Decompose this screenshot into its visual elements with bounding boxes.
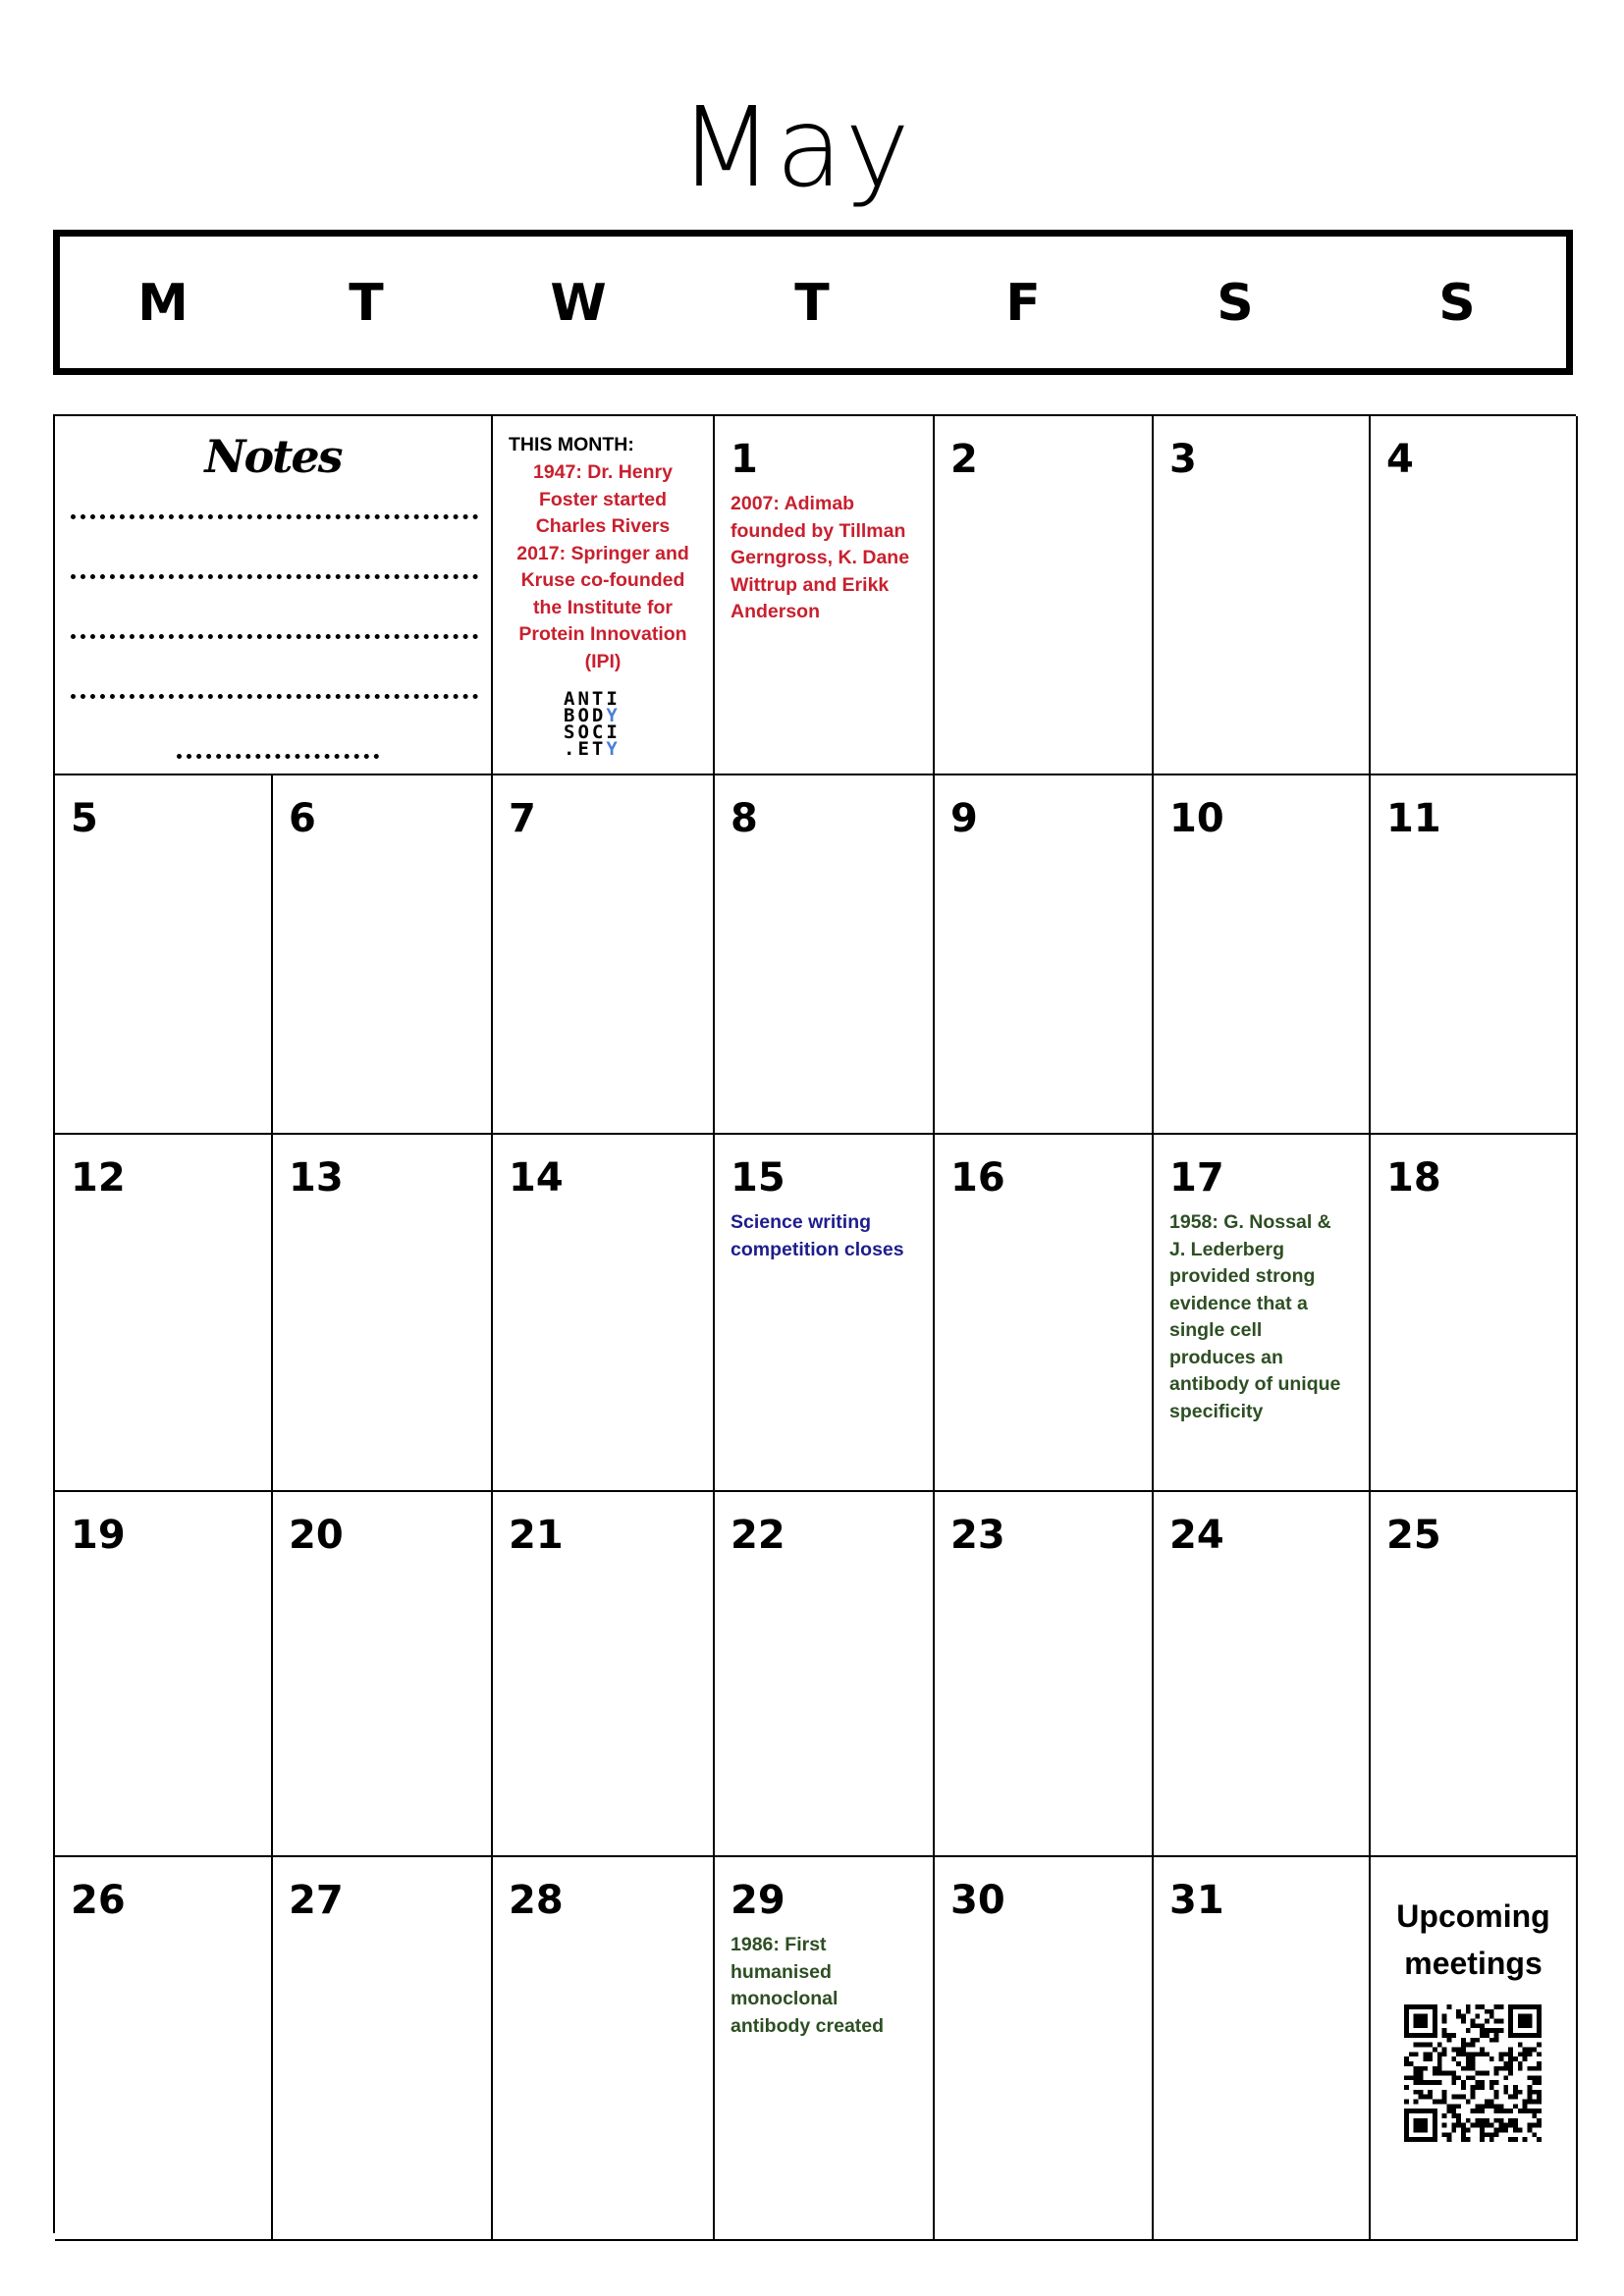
- this-month-line: 2017: Springer and: [516, 542, 689, 564]
- day-cell-7[interactable]: [493, 775, 715, 1135]
- this-month-line: Charles Rivers: [535, 515, 671, 537]
- day-cell-3[interactable]: [1154, 416, 1371, 775]
- day-number: 17: [1169, 1155, 1224, 1201]
- day-event: 1986: First humanised monoclonal antibody created: [731, 1934, 885, 2037]
- day-number: 29: [731, 1878, 785, 1923]
- day-cell-12[interactable]: [55, 1135, 273, 1492]
- day-number: 12: [71, 1155, 126, 1201]
- notes-line: [71, 634, 478, 639]
- day-cell-10[interactable]: [1154, 775, 1371, 1135]
- day-cell-6[interactable]: [273, 775, 493, 1135]
- day-cell-14[interactable]: [493, 1135, 715, 1492]
- notes-line: [177, 754, 379, 759]
- day-number: 31: [1169, 1878, 1224, 1923]
- day-number: 5: [71, 796, 98, 841]
- this-month-line: 1947: Dr. Henry: [533, 461, 673, 483]
- weekday-header: [53, 230, 1573, 375]
- day-number: 4: [1386, 437, 1414, 482]
- day-cell-17[interactable]: [1154, 1135, 1371, 1492]
- notes-line: [71, 694, 478, 699]
- day-number: 19: [71, 1513, 126, 1558]
- day-number: 22: [731, 1513, 785, 1558]
- day-number: 23: [950, 1513, 1005, 1558]
- day-cell-23[interactable]: [935, 1492, 1154, 1857]
- day-cell-31[interactable]: [1154, 1857, 1371, 2241]
- day-cell-8[interactable]: [715, 775, 935, 1135]
- upcoming-meetings-cell: [1371, 1857, 1578, 2241]
- day-event: Science writing competition closes: [731, 1211, 904, 1260]
- day-cell-29[interactable]: [715, 1857, 935, 2241]
- day-cell-22[interactable]: [715, 1492, 935, 1857]
- day-event: 1958: G. Nossal & J. Lederberg provided strong evidence that a single cell produces an antibody of unique specificity: [1169, 1211, 1341, 1422]
- day-cell-13[interactable]: [273, 1135, 493, 1492]
- day-number: 21: [509, 1513, 564, 1558]
- weekday-monday: M: [137, 274, 189, 333]
- weekday-sunday: S: [1438, 274, 1476, 333]
- day-cell-26[interactable]: [55, 1857, 273, 2241]
- day-number: 10: [1169, 796, 1224, 841]
- antibody-society-logo: ANTI BODY SOCI .ETY: [564, 688, 621, 760]
- this-month-cell: [493, 416, 715, 775]
- day-cell-15[interactable]: [715, 1135, 935, 1492]
- day-cell-28[interactable]: [493, 1857, 715, 2241]
- this-month-heading: THIS MONTH:: [509, 434, 634, 455]
- day-cell-1[interactable]: [715, 416, 935, 775]
- day-cell-4[interactable]: [1371, 416, 1578, 775]
- weekday-wednesday: W: [550, 274, 607, 333]
- day-number: 14: [509, 1155, 564, 1201]
- day-cell-21[interactable]: [493, 1492, 715, 1857]
- notes-line: [71, 574, 478, 579]
- qr-code-icon[interactable]: [1404, 2004, 1542, 2142]
- day-number: 24: [1169, 1513, 1224, 1558]
- month-title: May: [678, 84, 912, 212]
- day-number: 26: [71, 1878, 126, 1923]
- day-number: 30: [950, 1878, 1005, 1923]
- weekday-friday: F: [1005, 274, 1041, 333]
- day-number: 2: [950, 437, 978, 482]
- day-event: 2007: Adimab founded by Tillman Gerngross, K. Dane Wittrup and Erikk Anderson: [731, 493, 910, 622]
- day-number: 18: [1386, 1155, 1441, 1201]
- this-month-line: the Institute for: [533, 596, 673, 618]
- day-cell-18[interactable]: [1371, 1135, 1578, 1492]
- notes-cell[interactable]: [55, 416, 493, 775]
- day-cell-20[interactable]: [273, 1492, 493, 1857]
- day-number: 25: [1386, 1513, 1441, 1558]
- this-month-line: Foster started: [538, 488, 668, 510]
- day-cell-27[interactable]: [273, 1857, 493, 2241]
- day-number: 20: [289, 1513, 344, 1558]
- notes-line: [71, 514, 478, 519]
- this-month-events: [499, 459, 707, 675]
- day-cell-11[interactable]: [1371, 775, 1578, 1135]
- day-cell-30[interactable]: [935, 1857, 1154, 2241]
- upcoming-meetings-label: Upcoming meetings: [1396, 1898, 1550, 1981]
- day-cell-9[interactable]: [935, 775, 1154, 1135]
- day-cell-2[interactable]: [935, 416, 1154, 775]
- calendar-grid: [53, 414, 1576, 2233]
- this-month-line: (IPI): [584, 650, 622, 672]
- day-number: 7: [509, 796, 536, 841]
- notes-title: Notes: [204, 430, 342, 483]
- day-number: 9: [950, 796, 978, 841]
- day-cell-16[interactable]: [935, 1135, 1154, 1492]
- day-cell-25[interactable]: [1371, 1492, 1578, 1857]
- day-number: 11: [1386, 796, 1441, 841]
- day-number: 3: [1169, 437, 1197, 482]
- day-number: 1: [731, 437, 758, 482]
- weekday-saturday: S: [1217, 274, 1254, 333]
- day-number: 28: [509, 1878, 564, 1923]
- this-month-line: Kruse co-founded: [520, 569, 685, 591]
- day-cell-24[interactable]: [1154, 1492, 1371, 1857]
- day-number: 27: [289, 1878, 344, 1923]
- day-number: 13: [289, 1155, 344, 1201]
- weekday-tuesday: T: [349, 274, 384, 333]
- this-month-line: Protein Innovation: [518, 623, 687, 645]
- day-number: 8: [731, 796, 758, 841]
- day-number: 16: [950, 1155, 1005, 1201]
- day-number: 15: [731, 1155, 785, 1201]
- weekday-thursday: T: [794, 274, 830, 333]
- day-cell-19[interactable]: [55, 1492, 273, 1857]
- day-cell-5[interactable]: [55, 775, 273, 1135]
- day-number: 6: [289, 796, 316, 841]
